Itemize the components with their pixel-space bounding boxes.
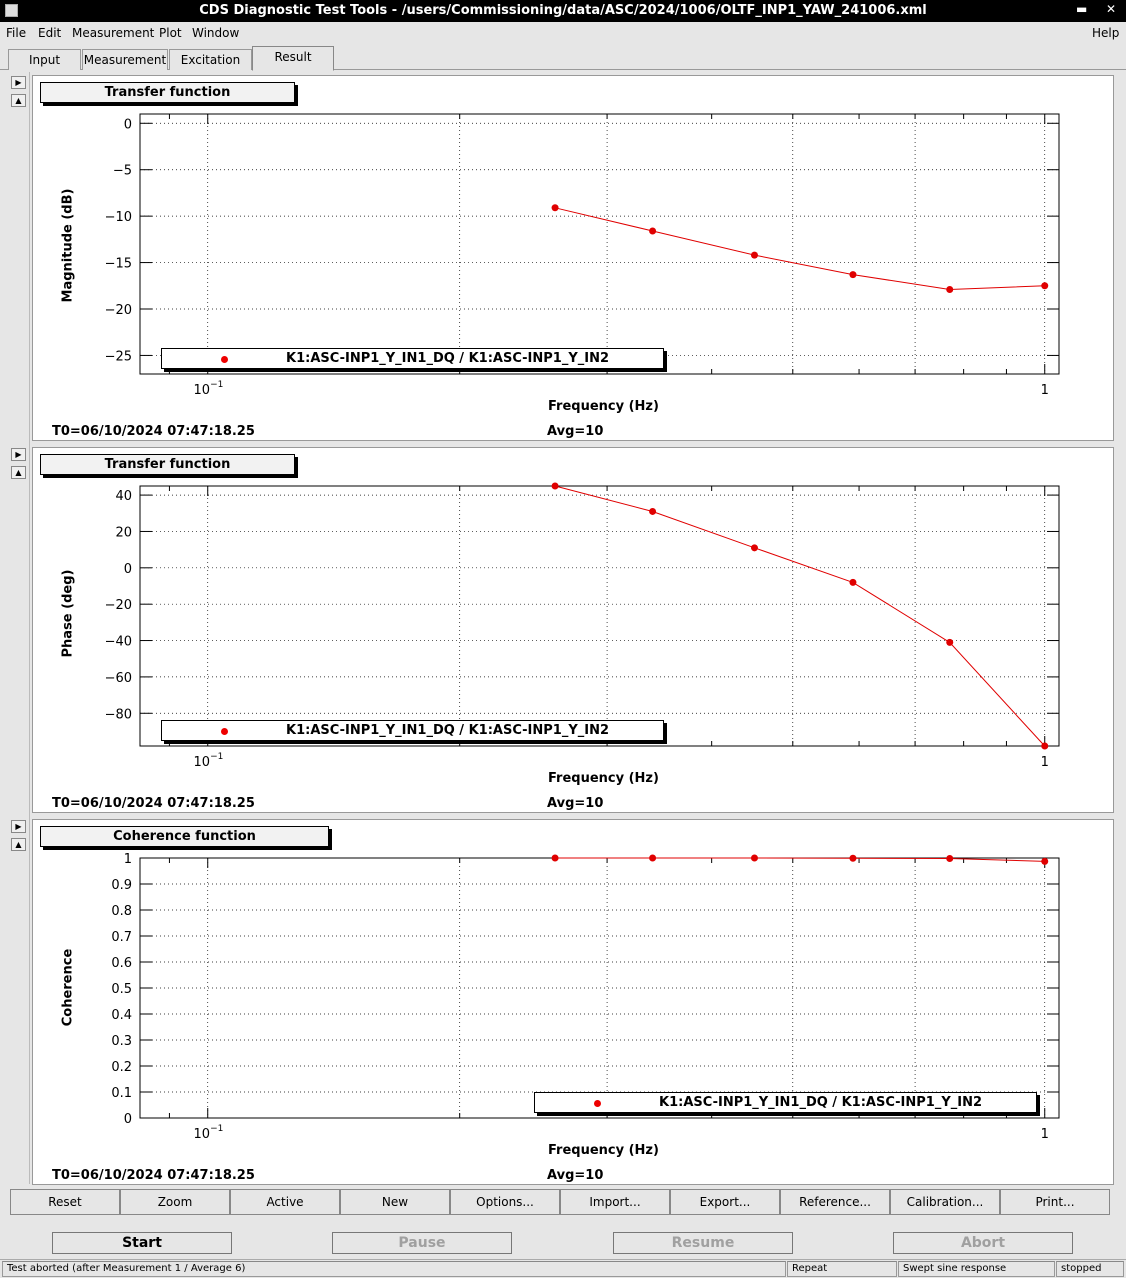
y-tick-label: 0.4 (111, 1008, 132, 1023)
x-tick-label: 10 (193, 755, 211, 770)
y-tick-label: 0 (123, 1112, 132, 1127)
plot-panel-coherence[interactable] (32, 819, 1114, 1185)
y-tick-label: −10 (104, 210, 132, 226)
tab-measurement[interactable]: Measurement (82, 49, 168, 70)
title-bar (0, 0, 1126, 22)
y-tick-label: 0.6 (111, 956, 132, 971)
data-point (649, 228, 656, 235)
series-line (555, 486, 1045, 746)
x-axis-label: Frequency (Hz) (548, 771, 659, 786)
data-point (1041, 743, 1048, 750)
expand-arrow-icon[interactable]: ▶ (11, 448, 26, 461)
phase-plot[interactable] (33, 448, 1115, 814)
plot-legend[interactable] (161, 348, 664, 369)
menu-file[interactable]: File (6, 26, 27, 40)
plot-legend[interactable] (161, 720, 664, 741)
y-axis-label: Coherence (60, 948, 76, 1027)
calibration-button[interactable]: Calibration... (890, 1189, 1000, 1215)
status-repeat: Repeat (787, 1261, 897, 1277)
zoom-button[interactable]: Zoom (120, 1189, 230, 1215)
start-button[interactable]: Start (52, 1232, 232, 1254)
tab-excitation[interactable]: Excitation (169, 49, 252, 70)
plot-toolbar (8, 1189, 1112, 1216)
menu-help[interactable]: Help (1092, 26, 1120, 40)
status-test-type: Swept sine response (898, 1261, 1055, 1277)
status-message: Test aborted (after Measurement 1 / Average 6) (2, 1261, 786, 1277)
data-point (849, 271, 856, 278)
status-bar (0, 1259, 1126, 1278)
legend-marker (221, 728, 228, 735)
import-button[interactable]: Import... (560, 1189, 670, 1215)
y-tick-label: −60 (104, 670, 132, 686)
window-title: CDS Diagnostic Test Tools - /users/Commissioning/data/ASC/2024/1006/OLTF_INP1_YAW_241006.xml (199, 3, 927, 18)
plot-title: Transfer function (40, 454, 295, 475)
data-point (1041, 858, 1048, 865)
collapse-arrow-icon[interactable]: ▲ (11, 94, 26, 107)
y-tick-label: −5 (112, 163, 132, 179)
y-tick-label: −40 (104, 634, 132, 650)
resume-button[interactable]: Resume (613, 1232, 793, 1254)
data-point (649, 508, 656, 515)
y-tick-label: −20 (104, 303, 132, 318)
legend-label: K1:ASC-INP1_Y_IN1_DQ / K1:ASC-INP1_Y_IN2 (659, 1095, 983, 1110)
start-time: T0=06/10/2024 07:47:18.25 (52, 424, 255, 439)
legend-marker (594, 1100, 601, 1107)
y-tick-label: −80 (104, 707, 132, 723)
expand-arrow-icon[interactable]: ▶ (11, 820, 26, 833)
x-tick-label: 10 (193, 383, 211, 398)
average-count: Avg=10 (547, 1168, 604, 1183)
y-tick-label: 0.7 (111, 930, 132, 945)
plot-frame (140, 114, 1059, 374)
tab-result[interactable]: Result (252, 46, 334, 71)
legend-label: K1:ASC-INP1_Y_IN1_DQ / K1:ASC-INP1_Y_IN2 (286, 351, 610, 366)
collapse-arrow-icon[interactable]: ▲ (11, 838, 26, 851)
legend-label: K1:ASC-INP1_Y_IN1_DQ / K1:ASC-INP1_Y_IN2 (286, 723, 610, 738)
x-axis-label: Frequency (Hz) (548, 399, 659, 414)
data-point (751, 855, 758, 862)
data-point (552, 204, 559, 211)
data-point (1041, 282, 1048, 289)
y-axis-label: Magnitude (dB) (60, 188, 76, 303)
x-tick-label: 1 (1040, 755, 1049, 770)
reference-button[interactable]: Reference... (780, 1189, 890, 1215)
panel-control-strip (6, 72, 30, 1184)
expand-arrow-icon[interactable]: ▶ (11, 76, 26, 89)
series-line (555, 208, 1045, 290)
y-axis-label: Phase (deg) (60, 569, 76, 658)
plot-panel-magnitude[interactable] (32, 75, 1114, 441)
data-point (751, 252, 758, 259)
y-tick-label: −20 (104, 598, 132, 614)
menu-bar (0, 22, 1126, 46)
new-button[interactable]: New (340, 1189, 450, 1215)
y-tick-label: 40 (115, 489, 132, 505)
export-button[interactable]: Export... (670, 1189, 780, 1215)
plot-frame (140, 486, 1059, 746)
tab-bar (0, 46, 1126, 70)
magnitude-plot[interactable] (33, 76, 1115, 442)
data-point (849, 855, 856, 862)
y-tick-label: 0.9 (111, 878, 132, 893)
print-button[interactable]: Print... (1000, 1189, 1110, 1215)
reset-button[interactable]: Reset (10, 1189, 120, 1215)
minimize-icon[interactable]: ▬ (1076, 2, 1088, 16)
measurement-controls (0, 1228, 1126, 1258)
tab-input[interactable]: Input (8, 49, 81, 70)
x-tick-label: 1 (1040, 383, 1049, 398)
abort-button[interactable]: Abort (893, 1232, 1073, 1254)
coherence-plot[interactable] (33, 820, 1115, 1186)
data-point (751, 544, 758, 551)
average-count: Avg=10 (547, 424, 604, 439)
y-tick-label: 0.2 (111, 1060, 132, 1075)
average-count: Avg=10 (547, 796, 604, 811)
y-tick-label: 20 (115, 525, 132, 541)
plot-panel-phase[interactable] (32, 447, 1114, 813)
x-axis-label: Frequency (Hz) (548, 1143, 659, 1158)
plot-title: Coherence function (40, 826, 329, 847)
plot-title: Transfer function (40, 82, 295, 103)
data-point (946, 855, 953, 862)
options-button[interactable]: Options... (450, 1189, 560, 1215)
plot-legend[interactable] (534, 1092, 1037, 1113)
active-button[interactable]: Active (230, 1189, 340, 1215)
series-line (555, 858, 1045, 861)
menu-window[interactable]: Window (192, 26, 240, 40)
data-point (849, 579, 856, 586)
y-tick-label: −25 (104, 349, 132, 365)
start-time: T0=06/10/2024 07:47:18.25 (52, 1168, 255, 1183)
y-tick-label: 0.8 (111, 904, 132, 919)
data-point (946, 286, 953, 293)
data-point (552, 483, 559, 490)
y-tick-label: −15 (104, 256, 132, 272)
x-tick-exponent: −1 (210, 752, 224, 762)
legend-marker (221, 356, 228, 363)
pause-button[interactable]: Pause (332, 1232, 512, 1254)
status-state: stopped (1056, 1261, 1124, 1277)
data-point (552, 855, 559, 862)
y-tick-label: 0.3 (111, 1034, 132, 1049)
menu-measurement[interactable]: Measurement (72, 26, 155, 40)
data-point (649, 855, 656, 862)
data-point (946, 639, 953, 646)
y-tick-label: 0 (123, 561, 132, 577)
y-tick-label: 0.1 (111, 1086, 132, 1101)
collapse-arrow-icon[interactable]: ▲ (11, 466, 26, 479)
menu-edit[interactable]: Edit (38, 26, 62, 40)
x-tick-label: 10 (193, 1127, 211, 1142)
close-icon[interactable]: ✕ (1106, 2, 1117, 16)
start-time: T0=06/10/2024 07:47:18.25 (52, 796, 255, 811)
menu-plot[interactable]: Plot (159, 26, 182, 40)
x-tick-label: 1 (1040, 1127, 1049, 1142)
plot-frame (140, 858, 1059, 1118)
x-tick-exponent: −1 (210, 380, 224, 390)
y-tick-label: 0.5 (111, 982, 132, 997)
y-tick-label: 1 (123, 852, 132, 867)
x-tick-exponent: −1 (210, 1124, 224, 1134)
y-tick-label: 0 (123, 117, 132, 133)
